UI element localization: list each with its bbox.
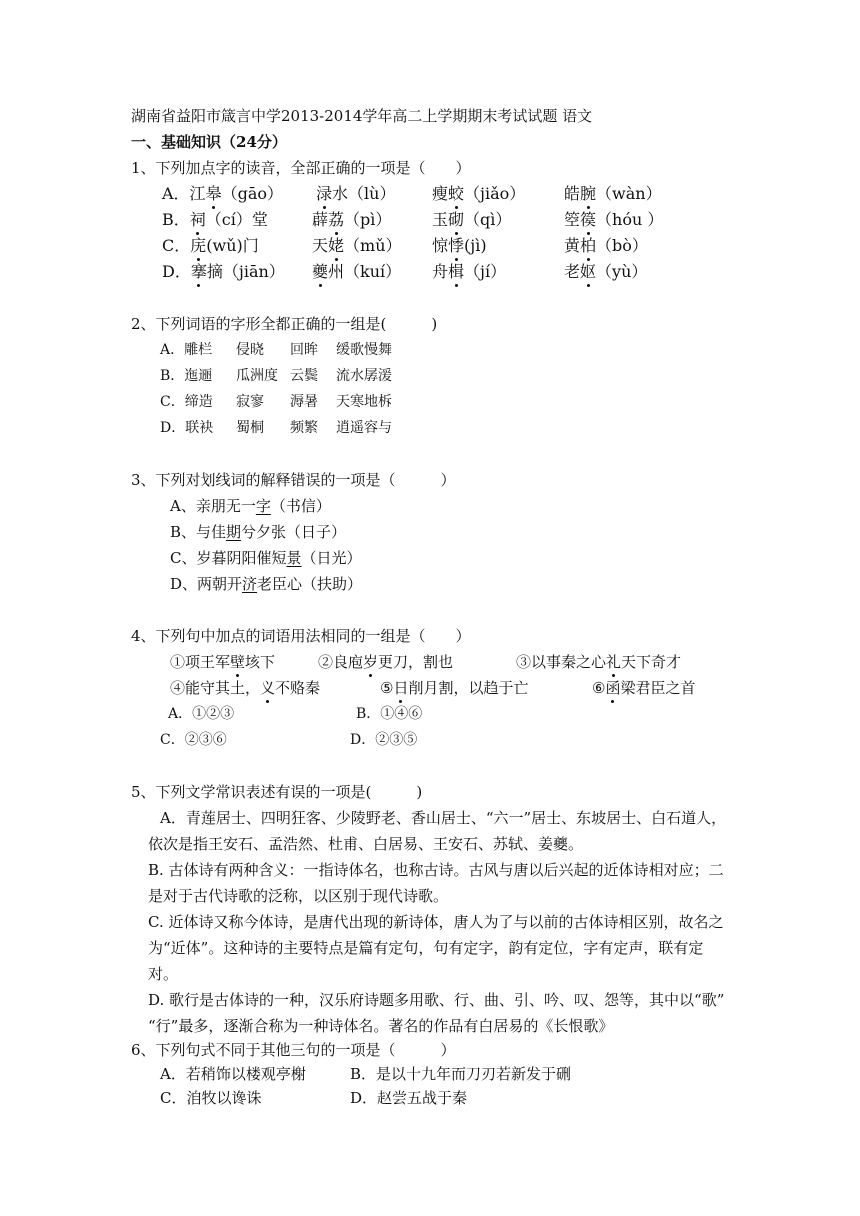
- q5-line: 对。: [148, 965, 179, 983]
- q1-option-c-3: 惊悸(jì): [432, 236, 487, 255]
- q4-option-d: D．②③⑤: [350, 732, 418, 748]
- q1-option-c-2: 天姥（mǔ）: [312, 236, 402, 255]
- q5-line: 为“近体”。这种诗的主要特点是篇有定句，句有定字，韵有定位，字有定声，联有定: [148, 939, 704, 957]
- q4-sentence-2: ②良庖岁更刀，割也: [318, 653, 454, 671]
- q4-sentence-5: ⑤日削月割，以趋于亡: [380, 679, 529, 697]
- q1-option-a-4: 皓腕（wàn）: [564, 184, 662, 203]
- q1-option-b-2: 薜荔（pì）: [312, 210, 392, 229]
- q4-sentence-4: ④能守其土，义不赂秦: [170, 679, 321, 697]
- q4-option-c: C．②③⑥: [160, 732, 227, 748]
- q5-line: A．青莲居士、四明狂客、少陵野老、香山居士、“六一”居士、东坡居士、白石道人，: [160, 809, 727, 827]
- q4-sentence-6: ⑥函梁君臣之首: [592, 679, 696, 697]
- q1-option-d-3: 舟楫（jí）: [432, 262, 507, 281]
- q6-option-b: B．是以十九年而刀刃若新发于硎: [350, 1065, 572, 1083]
- q1-option-a: A．江皋（gāo）: [162, 184, 283, 203]
- q6-option-a: A．若稍饰以楼观亭榭: [160, 1065, 306, 1083]
- q5-line: “行”最多，逐渐合称为一种诗体名。著名的作品有白居易的《长恨歌》: [148, 1017, 614, 1035]
- q5-line: C. 近体诗又称今体诗，是唐代出现的新诗体，唐人为了与以前的古体诗相区别，故名之: [148, 913, 724, 931]
- q6-option-c: C．洎牧以谗诛: [160, 1089, 262, 1107]
- q5-line: 是对于古代诗歌的泛称，以区别于现代诗歌。: [148, 887, 449, 905]
- q1-option-d: D．搴摘（jiān）: [162, 262, 285, 281]
- q4-option-b: B．①④⑥: [356, 706, 423, 722]
- q4-sentence-3: ③以事秦之心礼天下奇才: [516, 653, 682, 671]
- q5-line: B. 古体诗有两种含义：一指诗体名，也称古诗。古风与唐以后兴起的近体诗相对应；二: [148, 861, 724, 879]
- q3-stem: 3、下列对划线词的解释错误的一项是（ ）: [131, 471, 456, 489]
- q3-option-c: C、岁暮阴阳催短景（日光）: [170, 549, 362, 567]
- q4-sentence-1: ①项王军壁垓下: [170, 653, 276, 671]
- q1-option-a-2: 渌水（lù）: [316, 184, 396, 203]
- q1-option-c-4: 黄柏（bò）: [564, 236, 648, 255]
- q3-option-a: A、亲朋无一字（书信）: [170, 497, 331, 515]
- q1-option-b: B．祠（cí）堂: [162, 210, 268, 229]
- q3-option-d: D、两朝开济老臣心（扶助）: [170, 575, 363, 593]
- q1-stem: 1、下列加点字的读音，全部正确的一项是（ ）: [131, 159, 471, 177]
- q1-option-c: C．庑(wǔ)门: [162, 236, 259, 255]
- q5-stem: 5、下列文学常识表述有误的一项是( ): [131, 783, 423, 801]
- q2-stem: 2、下列词语的字形全都正确的一组是( ): [131, 315, 438, 333]
- q1-option-d-2: 夔州（kuí）: [312, 262, 402, 281]
- q1-option-a-3: 瘦蛟（jiǎo）: [432, 184, 526, 203]
- q5-line: D. 歌行是古体诗的一种，汉乐府诗题多用歌、行、曲、引、吟、叹、怨等，其中以“歌”: [148, 991, 725, 1009]
- section-heading: 一、基础知识（24分）: [131, 133, 287, 151]
- q1-option-b-4: 箜篌（hóu ）: [564, 210, 664, 229]
- q4-option-a: A．①②③: [168, 706, 235, 722]
- q1-option-d-4: 老妪（yù）: [564, 262, 648, 281]
- q2-option-d: D．联袂 蜀桐 频繁 逍遥容与: [160, 420, 392, 436]
- q1-option-b-3: 玉砌（qì）: [432, 210, 512, 229]
- q4-stem: 4、下列句中加点的词语用法相同的一组是（ ）: [131, 627, 471, 645]
- q2-option-a: A．雕栏 侵晓 回眸 缓歌慢舞: [160, 342, 392, 358]
- q6-stem: 6、下列句式不同于其他三句的一项是（ ）: [131, 1041, 456, 1059]
- q5-line: 依次是指王安石、孟浩然、杜甫、白居易、王安石、苏轼、姜夔。: [148, 835, 584, 853]
- q2-option-c: C．缔造 寂寥 溽暑 天寒地柝: [160, 394, 392, 410]
- q6-option-d: D．赵尝五战于秦: [350, 1089, 468, 1107]
- q2-option-b: B．迤逦 瓜洲度 云鬓 流水孱湲: [160, 368, 392, 384]
- page-title: 湖南省益阳市箴言中学2013-2014学年高二上学期期末考试试题 语文: [131, 107, 593, 125]
- q3-option-b: B、与佳期兮夕张（日子）: [170, 523, 347, 541]
